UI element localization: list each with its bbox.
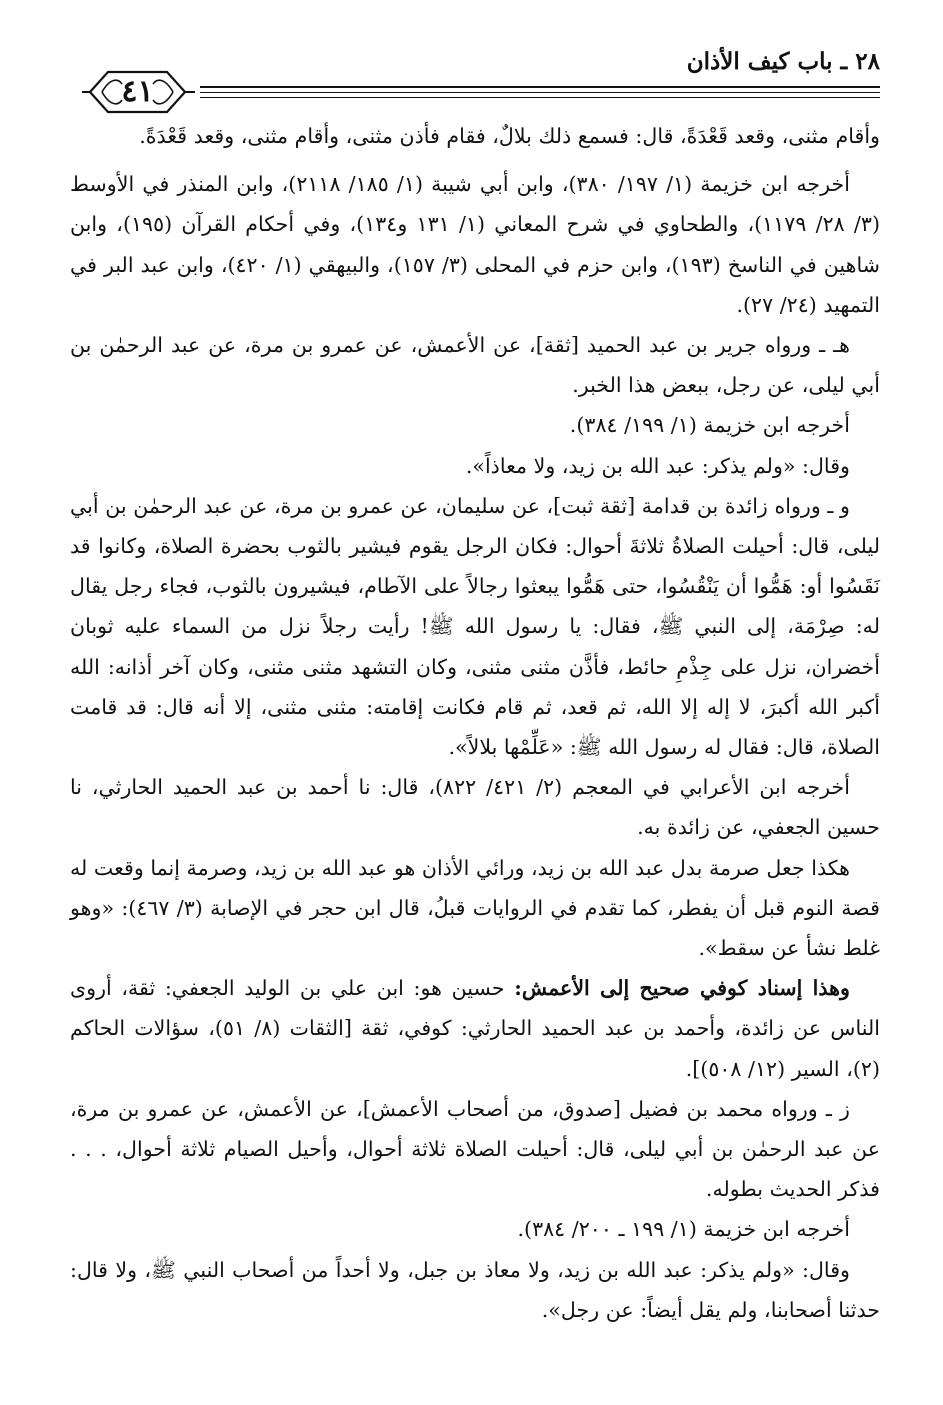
paragraph: هـ ـ ورواه جرير بن عبد الحميد [ثقة]، عن الأعمش، عن عمرو بن مرة، عن عبد الرحمٰن بن أبي ليلى، عن رجل، ببعض هذا الخبر.	[70, 333, 880, 398]
paragraph: أخرجه ابن خزيمة (١/ ١٩٧/ ٣٨٠)، وابن أبي شيبة (١/ ١٨٥/ ٢١١٨)، وابن المنذر في الأوسط (٣/ ٢٨/ ١١٧٩)، والطحاوي في شرح المعاني (١/ ١٣١ و١٣٤)، وفي أحكام القرآن (١٩٥)، وابن شاهين في الناسخ (١٩٣)، وابن حزم في المحلى (٣/ ١٥٧)، والبيهقي (١/ ٤٢٠)، وابن عبد البر في التمهيد (٢٤/ ٢٧).	[70, 172, 880, 317]
paragraph: وأقام مثنى، وقعد قَعْدَةً، قال: فسمع ذلك بلالٌ، فقام فأذن مثنى، وأقام مثنى، وقعد قَعْدَةً.	[139, 124, 880, 148]
page-body	[70, 116, 880, 1330]
bold-lead-text: وهذا إسناد كوفي صحيح إلى الأعمش:	[514, 976, 850, 1001]
header-rule	[200, 86, 880, 88]
page-number: ٤١	[121, 74, 154, 109]
paragraph	[70, 968, 880, 1089]
page-number-ornament	[80, 64, 195, 120]
paragraph: أخرجه ابن خزيمة (١/ ١٩٩/ ٣٨٤).	[569, 413, 850, 438]
paragraph: وقال: «ولم يذكر: عبد الله بن زيد، ولا معاذاً».	[465, 453, 850, 478]
running-title: ٢٨ ـ باب كيف الأذان	[686, 48, 880, 75]
paragraph: أخرجه ابن الأعرابي في المعجم (٢/ ٤٢١/ ٨٢٢)، قال: نا أحمد بن عبد الحميد الحارثي، نا حسين الجعفي، عن زائدة به.	[70, 775, 880, 840]
header-rule	[200, 92, 880, 93]
paragraph: أخرجه ابن خزيمة (١/ ١٩٩ ـ ٢٠٠/ ٣٨٤).	[517, 1217, 850, 1242]
paragraph: هكذا جعل صرمة بدل عبد الله بن زيد، ورائي الأذان هو عبد الله بن زيد، وصرمة إنما وقعت له قصة النوم قبل أن يفطر، كما تقدم في الروايات قبلُ، قال ابن حجر في الإصابة (٣/ ٤٦٧): «وهو غلط نشأ عن سقط».	[70, 855, 881, 961]
book-page	[70, 30, 880, 1390]
paragraph-text: حسين هو: ابن علي بن الوليد الجعفي: ثقة، أروى الناس عن زائدة، وأحمد بن عبد الحميد الحارثي: كوفي، ثقة [الثقات (٨/ ٥١)، سؤالات الحاكم (٢)، السير (١٢/ ٥٠٨)].	[70, 976, 880, 1081]
paragraph: ز ـ ورواه محمد بن فضيل [صدوق، من أصحاب الأعمش]، عن الأعمش، عن عمرو بن مرة، عن عبد الرحمٰن بن أبي ليلى، قال: أحيلت الصلاة ثلاثة أحوال، وأحيل الصيام ثلاثة أحوال، . . . فذكر الحديث بطوله.	[70, 1096, 880, 1202]
paragraph: وقال: «ولم يذكر: عبد الله بن زيد، ولا معاذ بن جبل، ولا أحداً من أصحاب النبي ﷺ، ولا قال: حدثنا أصحابنا، ولم يقل أيضاً: عن رجل».	[70, 1257, 880, 1322]
page-header	[70, 30, 880, 110]
header-rule	[200, 97, 880, 98]
paragraph: و ـ ورواه زائدة بن قدامة [ثقة ثبت]، عن سليمان، عن عمرو بن مرة، عن عبد الرحمٰن بن أبي ليلى، قال: أحيلت الصلاةُ ثلاثةَ أحوال: فكان الرجل يقوم فيشير بالثوب بحضرة الصلاة، وكانوا قد نَقَسُوا أو: هَمُّوا أن يَنْقُسُوا، حتى هَمُّوا يبعثوا رجالاً على الآطام، فيشيرون بالثوب، فجاء رجل يقال له: صِرْمَة، إلى النبي ﷺ، فقال: يا رسول الله ﷺ! رأيت رجلاً نزل من السماء عليه ثوبان أخضران، نزل على جِذْمِ حائط، فأذَّن مثنى مثنى، وكان التشهد مثنى مثنى، وكان آخر أذانه: الله أكبر الله أكبرَ، لا إله إلا الله، ثم قعد، ثم قام فكانت إقامته: مثنى مثنى، إلا أنه قال: قد قامت الصلاة، قال: فقال له رسول الله ﷺ: «عَلِّمْها بلالاً».	[70, 493, 880, 760]
